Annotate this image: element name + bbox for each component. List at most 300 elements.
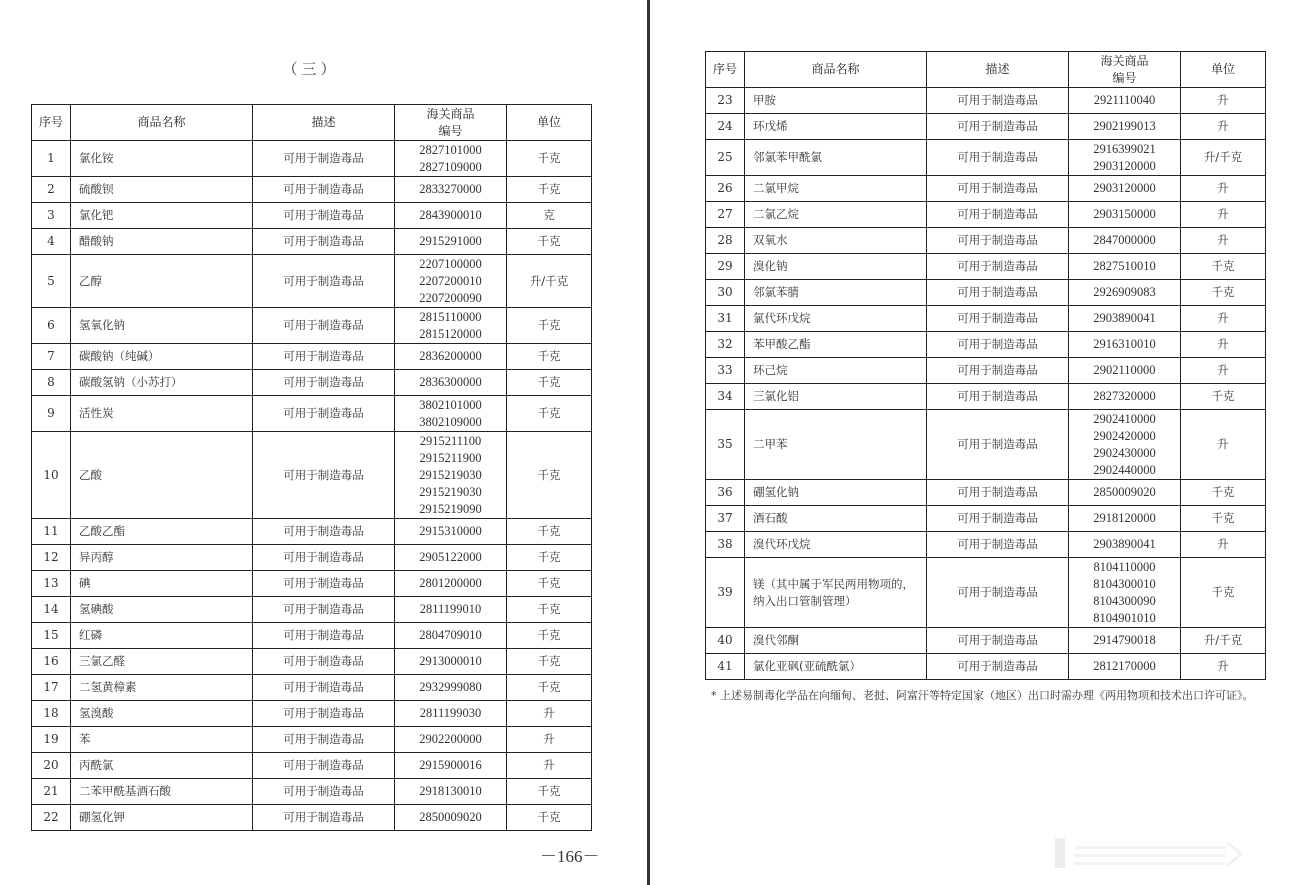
table-row bbox=[706, 358, 1266, 384]
chemical-table-left bbox=[31, 104, 592, 831]
unit: 千克 bbox=[507, 370, 592, 396]
chemical-name: 活性炭 bbox=[71, 396, 253, 432]
table-body-right bbox=[706, 88, 1266, 680]
row-number: 26 bbox=[706, 176, 745, 202]
chemical-name: 双氧水 bbox=[745, 228, 927, 254]
customs-code: 2913000010 bbox=[419, 654, 482, 668]
row-number: 2 bbox=[32, 177, 71, 203]
customs-code: 2932999080 bbox=[419, 680, 482, 694]
row-number: 37 bbox=[706, 506, 745, 532]
customs-code: 2902110000 bbox=[1093, 363, 1156, 377]
customs-codes bbox=[395, 779, 507, 805]
customs-code: 2915900016 bbox=[419, 758, 482, 772]
right-page bbox=[651, 0, 1304, 885]
row-number: 19 bbox=[32, 727, 71, 753]
row-number: 4 bbox=[32, 229, 71, 255]
unit: 千克 bbox=[507, 597, 592, 623]
customs-code: 2915310000 bbox=[419, 524, 482, 538]
description: 可用于制造毒品 bbox=[927, 140, 1069, 176]
table-row bbox=[706, 384, 1266, 410]
unit: 升/千克 bbox=[1181, 628, 1266, 654]
customs-code: 2827109000 bbox=[419, 159, 482, 174]
chemical-name bbox=[745, 558, 927, 628]
description: 可用于制造毒品 bbox=[253, 229, 395, 255]
customs-codes bbox=[1069, 306, 1181, 332]
row-number: 22 bbox=[32, 805, 71, 831]
customs-code: 2902410000 bbox=[1093, 411, 1156, 426]
chemical-name: 二苯甲酰基酒石酸 bbox=[71, 779, 253, 805]
row-number: 30 bbox=[706, 280, 745, 306]
header-code-line1: 海关商品 bbox=[426, 106, 475, 121]
row-number: 29 bbox=[706, 254, 745, 280]
customs-codes bbox=[1069, 114, 1181, 140]
customs-codes bbox=[395, 396, 507, 432]
customs-codes bbox=[395, 753, 507, 779]
table-header-row bbox=[32, 105, 592, 141]
description: 可用于制造毒品 bbox=[253, 805, 395, 831]
unit: 升 bbox=[1181, 202, 1266, 228]
unit: 升 bbox=[1181, 88, 1266, 114]
customs-code: 2905122000 bbox=[419, 550, 482, 564]
chemical-name: 硼氢化钾 bbox=[71, 805, 253, 831]
chemical-table-right bbox=[705, 51, 1266, 680]
unit: 千克 bbox=[507, 432, 592, 519]
customs-code: 2836200000 bbox=[419, 349, 482, 363]
table-row bbox=[32, 177, 592, 203]
header-desc: 描述 bbox=[253, 105, 395, 141]
description: 可用于制造毒品 bbox=[253, 432, 395, 519]
unit: 升 bbox=[1181, 358, 1266, 384]
table-row bbox=[32, 203, 592, 229]
header-name: 商品名称 bbox=[71, 105, 253, 141]
description: 可用于制造毒品 bbox=[253, 701, 395, 727]
page-number: －166－ bbox=[540, 847, 600, 866]
description: 可用于制造毒品 bbox=[253, 779, 395, 805]
description: 可用于制造毒品 bbox=[253, 177, 395, 203]
page-divider bbox=[647, 0, 650, 885]
table-row bbox=[32, 545, 592, 571]
row-number: 14 bbox=[32, 597, 71, 623]
table-row bbox=[32, 308, 592, 344]
description: 可用于制造毒品 bbox=[253, 597, 395, 623]
header-no: 序号 bbox=[32, 105, 71, 141]
description: 可用于制造毒品 bbox=[927, 384, 1069, 410]
row-number: 32 bbox=[706, 332, 745, 358]
unit: 升 bbox=[507, 727, 592, 753]
chemical-name: 异丙醇 bbox=[71, 545, 253, 571]
description: 可用于制造毒品 bbox=[927, 176, 1069, 202]
customs-codes bbox=[395, 675, 507, 701]
chemical-name: 溴代邻酮 bbox=[745, 628, 927, 654]
chemical-name: 三氯乙醛 bbox=[71, 649, 253, 675]
customs-code: 2812170000 bbox=[1093, 659, 1156, 673]
description: 可用于制造毒品 bbox=[927, 506, 1069, 532]
chemical-name: 邻氯苯腈 bbox=[745, 280, 927, 306]
chemical-name: 二氯甲烷 bbox=[745, 176, 927, 202]
chemical-name: 丙酰氯 bbox=[71, 753, 253, 779]
customs-code: 2847000000 bbox=[1093, 233, 1156, 247]
row-number: 5 bbox=[32, 255, 71, 308]
chemical-name: 碳酸钠（纯碱） bbox=[71, 344, 253, 370]
customs-code: 2916399021 bbox=[1093, 141, 1156, 156]
header-code bbox=[395, 105, 507, 141]
table-row bbox=[706, 88, 1266, 114]
table-row bbox=[706, 140, 1266, 176]
customs-code: 8104110000 bbox=[1093, 559, 1156, 574]
description: 可用于制造毒品 bbox=[927, 410, 1069, 480]
customs-codes bbox=[1069, 280, 1181, 306]
table-row bbox=[32, 753, 592, 779]
description: 可用于制造毒品 bbox=[927, 332, 1069, 358]
row-number: 31 bbox=[706, 306, 745, 332]
row-number: 21 bbox=[32, 779, 71, 805]
customs-code: 2811199030 bbox=[419, 706, 482, 720]
description: 可用于制造毒品 bbox=[253, 753, 395, 779]
customs-codes bbox=[395, 727, 507, 753]
customs-codes bbox=[1069, 140, 1181, 176]
customs-codes bbox=[395, 597, 507, 623]
customs-code: 2804709010 bbox=[419, 628, 482, 642]
row-number: 15 bbox=[32, 623, 71, 649]
description: 可用于制造毒品 bbox=[253, 649, 395, 675]
customs-code: 8104300090 bbox=[1093, 593, 1156, 608]
description: 可用于制造毒品 bbox=[253, 141, 395, 177]
chemical-name: 氯化亚砜(亚硫酰氯） bbox=[745, 654, 927, 680]
description: 可用于制造毒品 bbox=[927, 654, 1069, 680]
description: 可用于制造毒品 bbox=[253, 255, 395, 308]
description: 可用于制造毒品 bbox=[253, 308, 395, 344]
row-number: 41 bbox=[706, 654, 745, 680]
customs-codes bbox=[395, 571, 507, 597]
row-number: 9 bbox=[32, 396, 71, 432]
unit: 千克 bbox=[507, 649, 592, 675]
customs-codes bbox=[395, 344, 507, 370]
header-unit: 单位 bbox=[1181, 52, 1266, 88]
chemical-name: 乙醇 bbox=[71, 255, 253, 308]
table-row bbox=[32, 649, 592, 675]
unit: 升/千克 bbox=[507, 255, 592, 308]
row-number: 28 bbox=[706, 228, 745, 254]
table-row bbox=[706, 114, 1266, 140]
chemical-name: 硼氢化钠 bbox=[745, 480, 927, 506]
table-row bbox=[706, 280, 1266, 306]
chemical-name-line: 镁（其中属于军民两用物项的， bbox=[753, 576, 914, 591]
customs-codes bbox=[1069, 332, 1181, 358]
chemical-name: 二甲苯 bbox=[745, 410, 927, 480]
chemical-name: 酒石酸 bbox=[745, 506, 927, 532]
unit: 升 bbox=[1181, 410, 1266, 480]
chemical-name-line: 纳入出口管制管理） bbox=[753, 593, 857, 608]
header-code-line1: 海关商品 bbox=[1100, 53, 1149, 68]
table-row bbox=[32, 571, 592, 597]
unit: 升/千克 bbox=[1181, 140, 1266, 176]
unit: 千克 bbox=[1181, 480, 1266, 506]
customs-codes bbox=[1069, 88, 1181, 114]
row-number: 40 bbox=[706, 628, 745, 654]
description: 可用于制造毒品 bbox=[927, 628, 1069, 654]
customs-codes bbox=[1069, 254, 1181, 280]
customs-code: 2827320000 bbox=[1093, 389, 1156, 403]
row-number: 11 bbox=[32, 519, 71, 545]
row-number: 12 bbox=[32, 545, 71, 571]
description: 可用于制造毒品 bbox=[253, 675, 395, 701]
description: 可用于制造毒品 bbox=[927, 358, 1069, 384]
customs-code: 2915211100 bbox=[419, 433, 482, 448]
row-number: 6 bbox=[32, 308, 71, 344]
customs-codes bbox=[395, 255, 507, 308]
row-number: 39 bbox=[706, 558, 745, 628]
table-row bbox=[32, 396, 592, 432]
customs-codes bbox=[395, 141, 507, 177]
header-code-line2: 编号 bbox=[1112, 70, 1137, 85]
description: 可用于制造毒品 bbox=[253, 370, 395, 396]
customs-codes bbox=[395, 370, 507, 396]
table-row bbox=[32, 255, 592, 308]
chemical-name: 乙酸乙酯 bbox=[71, 519, 253, 545]
description: 可用于制造毒品 bbox=[927, 306, 1069, 332]
customs-codes bbox=[395, 701, 507, 727]
unit: 升 bbox=[1181, 532, 1266, 558]
chemical-name: 二氯乙烷 bbox=[745, 202, 927, 228]
table-row bbox=[706, 306, 1266, 332]
chemical-name: 氯化钯 bbox=[71, 203, 253, 229]
description: 可用于制造毒品 bbox=[253, 396, 395, 432]
section-title: （三） bbox=[282, 60, 340, 78]
customs-code: 2915219090 bbox=[419, 501, 482, 516]
chemical-name: 氢碘酸 bbox=[71, 597, 253, 623]
unit: 千克 bbox=[507, 571, 592, 597]
customs-codes bbox=[1069, 532, 1181, 558]
row-number: 16 bbox=[32, 649, 71, 675]
unit: 千克 bbox=[507, 519, 592, 545]
table-body-left bbox=[32, 141, 592, 831]
chemical-name: 氢溴酸 bbox=[71, 701, 253, 727]
chemical-name: 乙酸 bbox=[71, 432, 253, 519]
chemical-name: 邻氯苯甲酰氯 bbox=[745, 140, 927, 176]
chemical-name: 氯化铵 bbox=[71, 141, 253, 177]
description: 可用于制造毒品 bbox=[927, 88, 1069, 114]
customs-code: 2916310010 bbox=[1093, 337, 1156, 351]
customs-code: 8104901010 bbox=[1093, 610, 1156, 625]
table-row bbox=[32, 141, 592, 177]
customs-codes bbox=[395, 649, 507, 675]
unit: 千克 bbox=[507, 344, 592, 370]
customs-code: 2926909083 bbox=[1093, 285, 1156, 299]
description: 可用于制造毒品 bbox=[927, 480, 1069, 506]
customs-code: 2903120000 bbox=[1093, 158, 1156, 173]
unit: 千克 bbox=[507, 779, 592, 805]
unit: 千克 bbox=[1181, 506, 1266, 532]
table-row bbox=[706, 176, 1266, 202]
chemical-name: 氢氧化钠 bbox=[71, 308, 253, 344]
unit: 千克 bbox=[507, 675, 592, 701]
table-row bbox=[706, 202, 1266, 228]
table-row bbox=[32, 623, 592, 649]
chemical-name: 溴化钠 bbox=[745, 254, 927, 280]
customs-code: 2903890041 bbox=[1093, 311, 1156, 325]
customs-code: 2815120000 bbox=[419, 326, 482, 341]
customs-code: 2827101000 bbox=[419, 142, 482, 157]
footnote: * 上述易制毒化学品在向缅甸、老挝、阿富汗等特定国家（地区）出口时需办理《两用物项和技术出口许可证》。 bbox=[711, 689, 1254, 702]
customs-code: 2850009020 bbox=[419, 810, 482, 824]
customs-code: 2843900010 bbox=[419, 208, 482, 222]
row-number: 18 bbox=[32, 701, 71, 727]
row-number: 34 bbox=[706, 384, 745, 410]
table-row bbox=[32, 675, 592, 701]
table-row bbox=[32, 370, 592, 396]
header-name: 商品名称 bbox=[745, 52, 927, 88]
chemical-name: 三氯化铝 bbox=[745, 384, 927, 410]
unit: 千克 bbox=[507, 308, 592, 344]
description: 可用于制造毒品 bbox=[253, 203, 395, 229]
row-number: 1 bbox=[32, 141, 71, 177]
table-header-row bbox=[706, 52, 1266, 88]
table-row bbox=[32, 519, 592, 545]
customs-code: 2915291000 bbox=[419, 234, 482, 248]
unit: 千克 bbox=[507, 545, 592, 571]
customs-code: 2915219030 bbox=[419, 467, 482, 482]
description: 可用于制造毒品 bbox=[253, 727, 395, 753]
customs-codes bbox=[395, 432, 507, 519]
unit: 千克 bbox=[1181, 280, 1266, 306]
unit: 升 bbox=[1181, 332, 1266, 358]
customs-codes bbox=[395, 177, 507, 203]
customs-codes bbox=[1069, 202, 1181, 228]
unit: 千克 bbox=[507, 396, 592, 432]
unit: 升 bbox=[1181, 306, 1266, 332]
description: 可用于制造毒品 bbox=[927, 114, 1069, 140]
customs-codes bbox=[1069, 384, 1181, 410]
chemical-name: 甲胺 bbox=[745, 88, 927, 114]
chemical-name: 碳酸氢钠（小苏打） bbox=[71, 370, 253, 396]
description: 可用于制造毒品 bbox=[253, 571, 395, 597]
customs-code: 2811199010 bbox=[419, 602, 482, 616]
row-number: 17 bbox=[32, 675, 71, 701]
customs-code: 2903120000 bbox=[1093, 181, 1156, 195]
customs-code: 2207200010 bbox=[419, 273, 482, 288]
unit: 千克 bbox=[507, 141, 592, 177]
unit: 升 bbox=[1181, 176, 1266, 202]
unit: 克 bbox=[507, 203, 592, 229]
header-desc: 描述 bbox=[927, 52, 1069, 88]
table-row bbox=[706, 254, 1266, 280]
unit: 升 bbox=[1181, 654, 1266, 680]
unit: 升 bbox=[1181, 114, 1266, 140]
watermark-logo bbox=[1055, 832, 1245, 872]
customs-code: 2850009020 bbox=[1093, 485, 1156, 499]
chemical-name: 二氢黄樟素 bbox=[71, 675, 253, 701]
row-number: 8 bbox=[32, 370, 71, 396]
customs-codes bbox=[1069, 358, 1181, 384]
header-unit: 单位 bbox=[507, 105, 592, 141]
row-number: 33 bbox=[706, 358, 745, 384]
customs-code: 2833270000 bbox=[419, 182, 482, 196]
customs-code: 2815110000 bbox=[419, 309, 482, 324]
table-row bbox=[706, 532, 1266, 558]
table-row bbox=[32, 597, 592, 623]
customs-codes bbox=[395, 545, 507, 571]
customs-code: 2902199013 bbox=[1093, 119, 1156, 133]
chemical-name: 溴代环戊烷 bbox=[745, 532, 927, 558]
description: 可用于制造毒品 bbox=[927, 280, 1069, 306]
customs-codes bbox=[395, 308, 507, 344]
table-row bbox=[32, 779, 592, 805]
customs-code: 2903150000 bbox=[1093, 207, 1156, 221]
row-number: 24 bbox=[706, 114, 745, 140]
customs-code: 2921110040 bbox=[1093, 93, 1156, 107]
customs-code: 2827510010 bbox=[1093, 259, 1156, 273]
description: 可用于制造毒品 bbox=[927, 228, 1069, 254]
customs-codes bbox=[1069, 506, 1181, 532]
table-row bbox=[706, 480, 1266, 506]
left-page bbox=[0, 0, 648, 885]
customs-codes bbox=[395, 229, 507, 255]
table-row bbox=[706, 228, 1266, 254]
unit: 升 bbox=[507, 753, 592, 779]
customs-code: 2915211900 bbox=[419, 450, 482, 465]
customs-codes bbox=[395, 519, 507, 545]
header-code-line2: 编号 bbox=[438, 123, 463, 138]
table-row bbox=[706, 558, 1266, 628]
customs-code: 2915219030 bbox=[419, 484, 482, 499]
chemical-name: 硫酸钡 bbox=[71, 177, 253, 203]
customs-code: 2207100000 bbox=[419, 256, 482, 271]
description: 可用于制造毒品 bbox=[927, 558, 1069, 628]
customs-code: 2207200090 bbox=[419, 290, 482, 305]
unit: 千克 bbox=[1181, 558, 1266, 628]
table-row bbox=[32, 727, 592, 753]
customs-code: 2902420000 bbox=[1093, 428, 1156, 443]
customs-code: 2801200000 bbox=[419, 576, 482, 590]
customs-codes bbox=[1069, 176, 1181, 202]
chemical-name: 红磷 bbox=[71, 623, 253, 649]
table-row bbox=[32, 432, 592, 519]
table-row bbox=[32, 701, 592, 727]
description: 可用于制造毒品 bbox=[253, 344, 395, 370]
description: 可用于制造毒品 bbox=[253, 519, 395, 545]
customs-code: 2902200000 bbox=[419, 732, 482, 746]
unit: 千克 bbox=[507, 623, 592, 649]
customs-code: 2836300000 bbox=[419, 375, 482, 389]
unit: 千克 bbox=[507, 805, 592, 831]
unit: 升 bbox=[507, 701, 592, 727]
table-row bbox=[706, 654, 1266, 680]
table-row bbox=[32, 805, 592, 831]
chemical-name: 环己烷 bbox=[745, 358, 927, 384]
customs-codes bbox=[395, 623, 507, 649]
chemical-name: 碘 bbox=[71, 571, 253, 597]
customs-code: 3802109000 bbox=[419, 414, 482, 429]
customs-codes bbox=[1069, 410, 1181, 480]
row-number: 36 bbox=[706, 480, 745, 506]
row-number: 35 bbox=[706, 410, 745, 480]
row-number: 20 bbox=[32, 753, 71, 779]
chemical-name: 苯 bbox=[71, 727, 253, 753]
customs-code: 8104300010 bbox=[1093, 576, 1156, 591]
description: 可用于制造毒品 bbox=[927, 202, 1069, 228]
customs-codes bbox=[1069, 228, 1181, 254]
chemical-name: 醋酸钠 bbox=[71, 229, 253, 255]
customs-codes bbox=[395, 805, 507, 831]
customs-code: 2902440000 bbox=[1093, 462, 1156, 477]
customs-codes bbox=[1069, 558, 1181, 628]
unit: 千克 bbox=[507, 229, 592, 255]
description: 可用于制造毒品 bbox=[253, 545, 395, 571]
table-row bbox=[706, 410, 1266, 480]
customs-code: 2918130010 bbox=[419, 784, 482, 798]
customs-code: 2914790018 bbox=[1093, 633, 1156, 647]
chemical-name: 苯甲酸乙酯 bbox=[745, 332, 927, 358]
